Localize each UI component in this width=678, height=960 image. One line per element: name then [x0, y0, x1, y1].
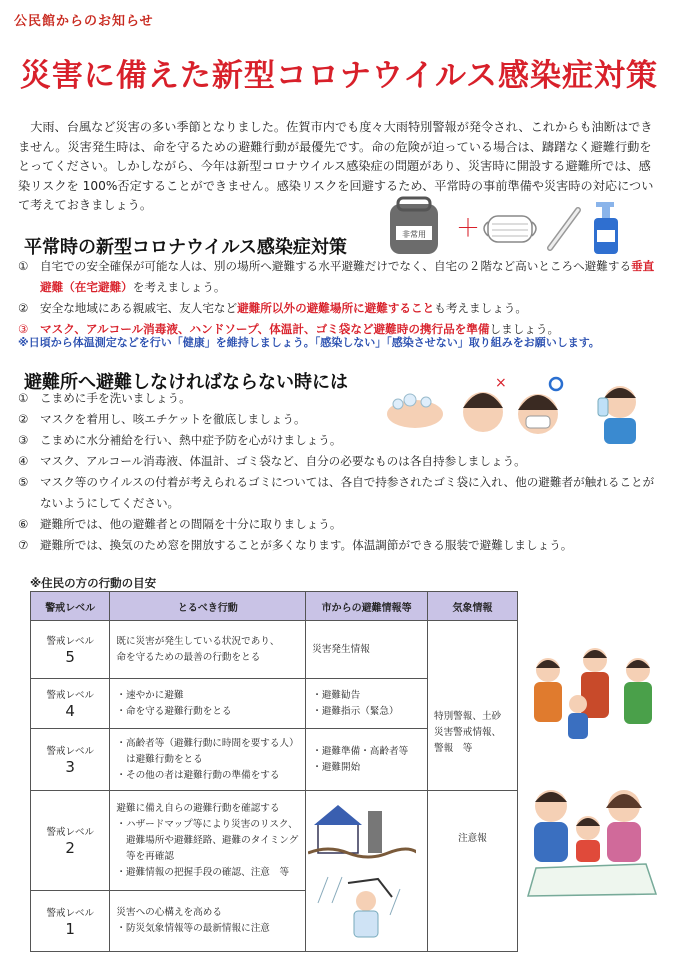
evacuating-family-illustration: [520, 640, 670, 750]
flooded-house-icon: [308, 805, 416, 857]
typhoon-person-icon: [318, 877, 400, 937]
section1-note: ※日頃から体温測定などを行い「健康」を維持しましょう。「感染しない」「感染させない」取り組みをお願いします。: [18, 336, 600, 349]
plus-icon: ＋: [456, 214, 480, 242]
section1-list: [18, 256, 658, 340]
level-cell: 警戒レベル 1: [31, 891, 110, 952]
level-cell: 警戒レベル 2: [31, 791, 110, 891]
list-item: ③ こまめに水分補給を行い、熱中症予防を心がけましょう。: [18, 433, 342, 447]
storm-illustration: [308, 793, 416, 943]
table-caption: ※住民の方の行動の目安: [30, 576, 157, 590]
emergency-bag-icon: [390, 198, 438, 254]
mask-icon: [484, 216, 536, 242]
intro-paragraph: 大雨、台風など災害の多い季節となりました。佐賀市内でも度々大雨特別警報が発令され、これからも油断はできません。災害発生時は、命を守るための避難行動が最優先です。命の危険が迫っている場合は、躊躇なく避難行動をとってください。しかしながら、今年は新型コロナウイルス感染症の問題があり、災害時に開設する避難所では、感染リスクを 100%否定することができません。感染リスクを回避するため、平常時の事前準備や災害時の対応について考えておきましょう。: [18, 120, 654, 212]
level-cell: 警戒レベル 4: [31, 679, 110, 729]
weather-cell: 特別警報、土砂 災害警戒情報、 警報 等: [427, 621, 517, 791]
header-label: 公民館からのお知らせ: [14, 14, 154, 29]
list-item: ④ マスク、アルコール消毒液、体温計、ゴミ袋など、自分の必要なものは各自持参しましょう。: [18, 454, 526, 468]
list-item: ⑥ 避難所では、他の避難者との間隔を十分に取りましょう。: [18, 517, 342, 531]
list-item: ③ マスク、アルコール消毒液、ハンドソープ、体温計、ゴミ袋など避難時の携行品を準備しましょう。: [18, 322, 560, 336]
section2-list: [18, 388, 658, 556]
action-cell: ・高齢者等（避難行動に時間を要する人） は避難行動をとる ・その他の者は避難行動の準備をする: [110, 729, 306, 791]
action-cell: 避難に備え自らの避難行動を確認する ・ハザードマップ等により災害のリスク、 避難場所や避難経路、避難のタイミング 等を再確認 ・避難情報の把握手段の確認、注意 等: [110, 791, 306, 891]
info-cell: ・避難準備・高齢者等 ・避難開始: [306, 729, 428, 791]
table-row: [31, 621, 518, 679]
storm-illustration-cell: [306, 791, 428, 952]
section2-title: 避難所へ避難しなければならない時には: [24, 372, 348, 393]
list-item: ② マスクを着用し、咳エチケットを徹底しましょう。: [18, 412, 306, 426]
action-cell: 既に災害が発生している状況であり、 命を守るための最善の行動をとる: [110, 621, 306, 679]
svg-text:非常用: 非常用: [402, 230, 426, 239]
column-header: とるべき行動: [110, 592, 306, 621]
column-header: 市からの避難情報等: [306, 592, 428, 621]
disinfectant-bottle-icon: [594, 202, 618, 254]
level-cell: 警戒レベル 3: [31, 729, 110, 791]
list-item: ① 自宅での安全確保が可能な人は、別の場所へ避難する水平避難だけでなく、自宅の２階など高いところへ避難する垂直避難（在宅避難）を考えましょう。: [18, 259, 655, 294]
thermometer-icon: [550, 210, 578, 248]
supplies-illustration: [384, 196, 654, 258]
family-checking-map-illustration: [516, 778, 666, 898]
column-header: 警戒レベル: [31, 592, 110, 621]
table-row: [31, 791, 518, 891]
info-cell: ・避難勧告 ・避難指示（緊急）: [306, 679, 428, 729]
action-cell: 災害への心構えを高める ・防災気象情報等の最新情報に注意: [110, 891, 306, 952]
table-header-row: [31, 592, 518, 621]
svg-text:×: ×: [495, 375, 507, 391]
list-item: ② 安全な地域にある親戚宅、友人宅など避難所以外の避難場所に避難することも考えましょう。: [18, 301, 527, 315]
section1-title: 平常時の新型コロナウイルス感染症対策: [24, 237, 347, 258]
page-title: 災害に備えた新型コロナウイルス感染症対策: [19, 58, 659, 94]
list-item: ⑤ マスク等のウイルスの付着が考えられるゴミについては、各自で持参されたゴミ袋に入れ、他の避難者が触れることがないようにしてください。: [18, 475, 655, 510]
alert-level-table: [30, 591, 518, 952]
info-cell: 災害発生情報: [306, 621, 428, 679]
weather-cell: 注意報: [427, 791, 517, 952]
column-header: 気象情報: [427, 592, 517, 621]
level-cell: 警戒レベル 5: [31, 621, 110, 679]
action-cell: ・速やかに避難 ・命を守る避難行動をとる: [110, 679, 306, 729]
list-item: ① こまめに手を洗いましょう。: [18, 391, 191, 405]
list-item: ⑦ 避難所では、換気のため窓を開放することが多くなります。体温調節ができる服装で避難しましょう。: [18, 538, 573, 552]
